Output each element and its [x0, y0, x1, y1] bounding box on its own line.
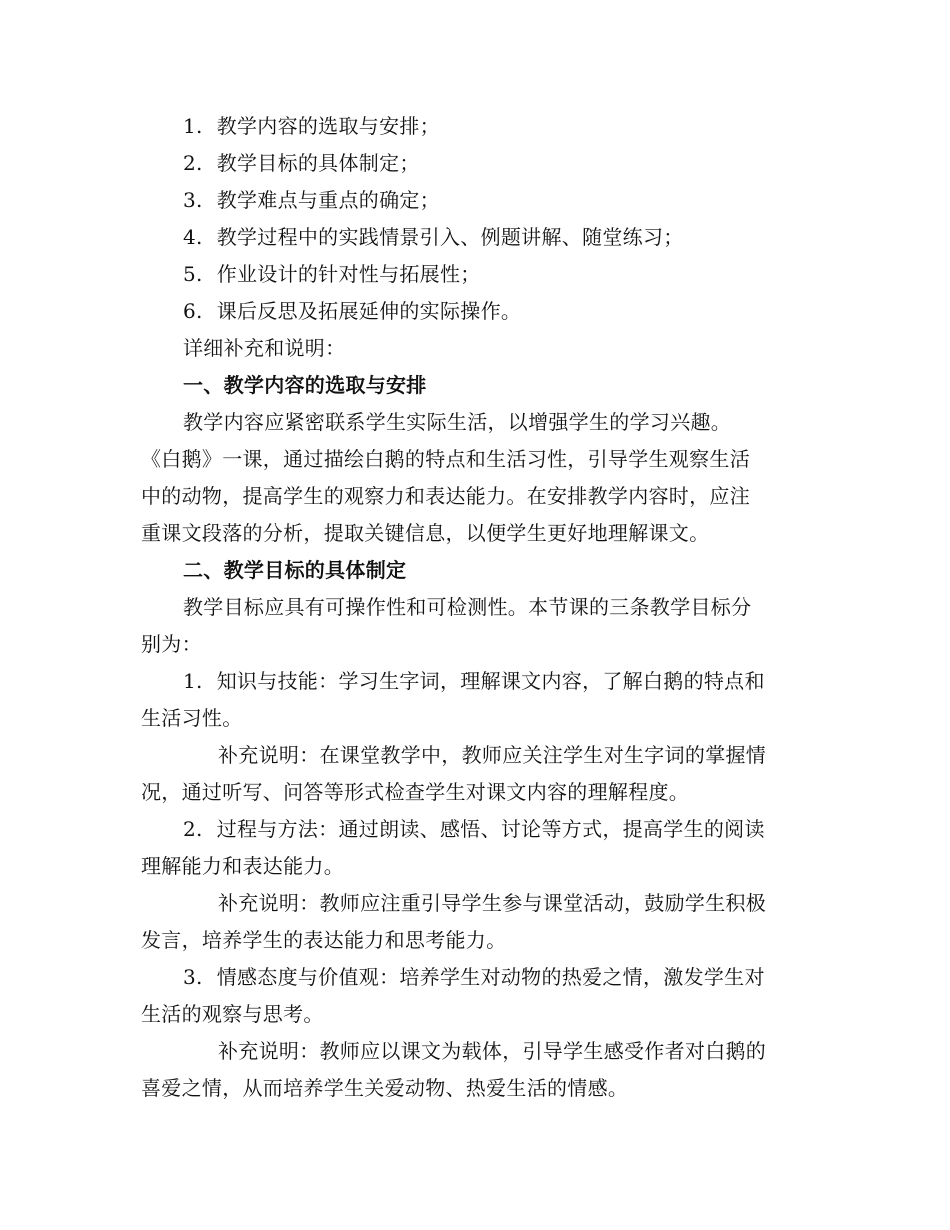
goal-item	[141, 959, 809, 1107]
outline-item-number: 6.	[183, 299, 203, 323]
goal-note-line: 补充说明：在课堂教学中，教师应关注学生对生字词的掌握情	[218, 743, 767, 767]
goal-line	[141, 959, 809, 996]
outline-item	[141, 182, 809, 219]
goal-note-line: 喜爱之情，从而培养学生关爱动物、热爱生活的情感。	[141, 1076, 629, 1100]
goal-item	[141, 811, 809, 959]
outline-item	[141, 293, 809, 330]
goal-item	[141, 663, 809, 811]
intro-text: 详细补充和说明：	[183, 336, 346, 360]
outline-item-number: 2.	[183, 151, 203, 175]
goal-text: 知识与技能：学习生字词，理解课文内容，了解白鹅的特点和	[216, 669, 765, 693]
goal-number: 1.	[183, 669, 203, 693]
paragraph-line: 别为：	[141, 632, 202, 656]
section-heading: 二、教学目标的具体制定	[183, 558, 407, 582]
goal-line: 生活习性。	[141, 706, 243, 730]
outline-item	[141, 108, 809, 145]
outline-item-number: 1.	[183, 114, 203, 138]
document-page	[141, 108, 809, 1107]
outline-item-text: 课后反思及拓展延伸的实际操作。	[216, 299, 522, 323]
goal-number: 3.	[183, 965, 203, 989]
outline-item-text: 教学内容的选取与安排；	[216, 114, 440, 138]
goal-note-line: 况，通过听写、问答等形式检查学生对课文内容的理解程度。	[141, 780, 690, 804]
outline-item-number: 5.	[183, 262, 203, 286]
paragraph-line: 教学内容应紧密联系学生实际生活，以增强学生的学习兴趣。	[183, 410, 732, 434]
goal-note-line: 发言，培养学生的表达能力和思考能力。	[141, 928, 507, 952]
outline-item-number: 4.	[183, 225, 203, 249]
outline-item	[141, 145, 809, 182]
section-content-selection	[141, 367, 809, 552]
outline-item-text: 作业设计的针对性与拓展性；	[216, 262, 481, 286]
outline-item-number: 3.	[183, 188, 203, 212]
goal-note-line: 补充说明：教师应注重引导学生参与课堂活动，鼓励学生积极	[218, 891, 767, 915]
goal-number: 2.	[183, 817, 203, 841]
outline-item-text: 教学过程中的实践情景引入、例题讲解、随堂练习；	[216, 225, 684, 249]
goal-line: 理解能力和表达能力。	[141, 854, 344, 878]
paragraph-line: 重课文段落的分析，提取关键信息，以便学生更好地理解课文。	[141, 521, 710, 545]
outline-item-text: 教学目标的具体制定；	[216, 151, 420, 175]
paragraph-line: 教学目标应具有可操作性和可检测性。本节课的三条教学目标分	[183, 595, 752, 619]
goal-line	[141, 663, 809, 700]
goal-note-line: 补充说明：教师应以课文为载体，引导学生感受作者对白鹅的	[218, 1039, 767, 1063]
section-heading: 一、教学内容的选取与安排	[183, 373, 427, 397]
goal-text: 过程与方法：通过朗读、感悟、讨论等方式，提高学生的阅读	[216, 817, 765, 841]
section-teaching-goals	[141, 552, 809, 1107]
goal-line	[141, 811, 809, 848]
outline-list	[141, 108, 809, 330]
goal-text: 情感态度与价值观：培养学生对动物的热爱之情，激发学生对	[216, 965, 765, 989]
paragraph-line: 《白鹅》一课，通过描绘白鹅的特点和生活习性，引导学生观察生活	[141, 447, 750, 471]
paragraph-line: 中的动物，提高学生的观察力和表达能力。在安排教学内容时，应注	[141, 484, 750, 508]
goal-line: 生活的观察与思考。	[141, 1002, 324, 1026]
outline-item-text: 教学难点与重点的确定；	[216, 188, 440, 212]
outline-item	[141, 219, 809, 256]
outline-item	[141, 256, 809, 293]
